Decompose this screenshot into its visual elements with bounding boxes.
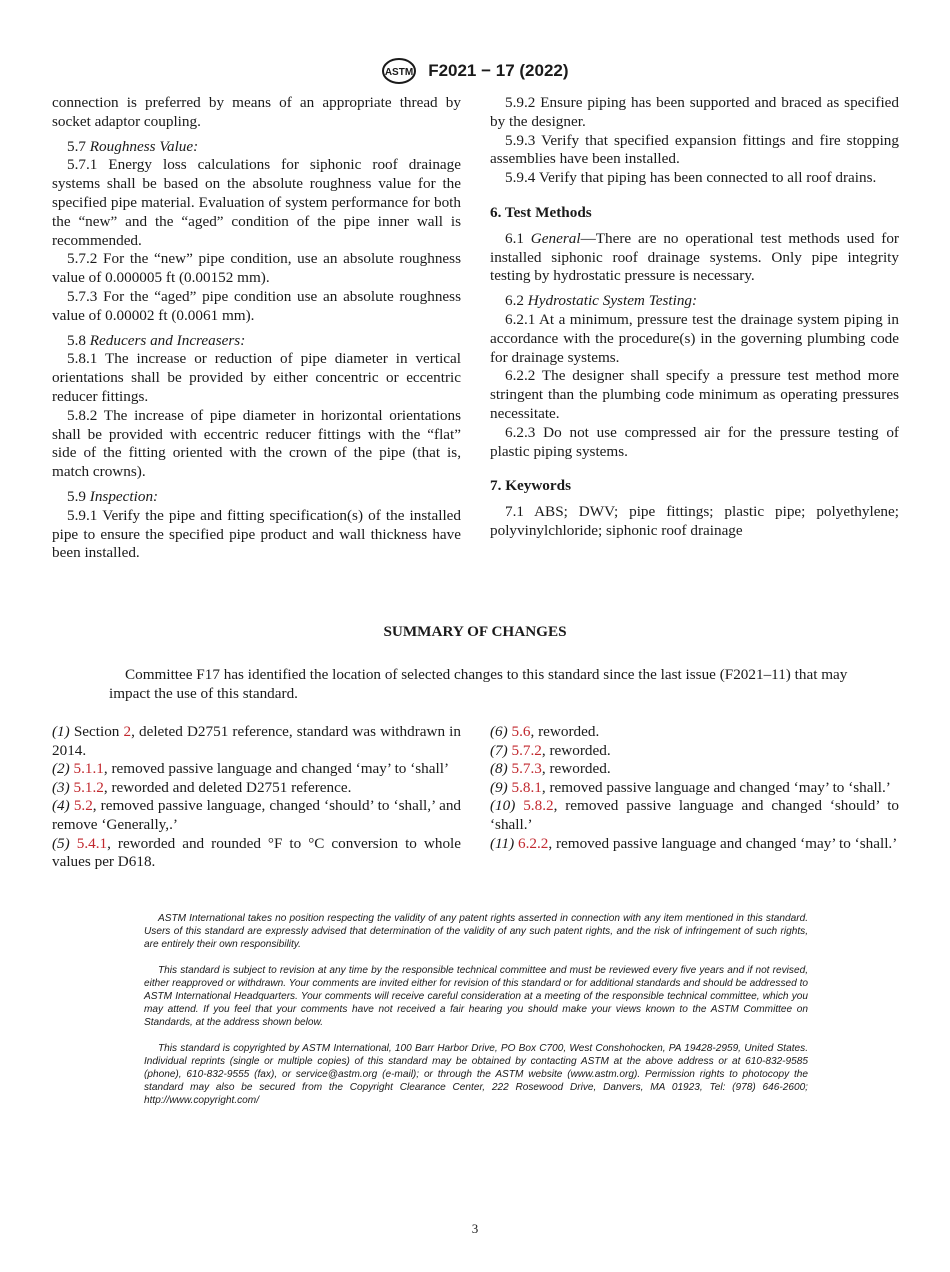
- section-heading-test-methods: 6. Test Methods: [490, 203, 592, 221]
- paragraph: 6.2.3 Do not use compressed air for the pressure testing of plastic piping systems.: [490, 423, 899, 460]
- section-heading-keywords: 7. Keywords: [490, 477, 571, 495]
- section-link[interactable]: 5.1.2: [73, 778, 104, 796]
- section-heading: 5.7 Roughness Value:: [67, 137, 199, 155]
- paragraph: 5.9.1 Verify the pipe and fitting specification(s) of the installed pipe to ensure the specified pipe product and wall thickness have been installed.: [52, 506, 461, 562]
- section-link[interactable]: 6.2.2: [517, 834, 549, 852]
- section-link[interactable]: 5.4.1: [76, 834, 108, 852]
- change-item: (4) 5.2, removed passive language, changed ‘should’ to ‘shall,’ and remove ‘Generally,.’: [52, 797, 462, 833]
- change-item: (10) 5.8.2, removed passive language and changed ‘should’ to ‘shall.’: [490, 797, 900, 833]
- left-column: [52, 94, 461, 563]
- paragraph: connection is preferred by means of an appropriate thread by socket adaptor coupling.: [52, 94, 461, 130]
- summary-title: SUMMARY OF CHANGES: [383, 623, 567, 640]
- paragraph: 5.8.2 The increase of pipe diameter in horizontal orientations shall be provided with eccentric reducer fittings with the “flat” side of the fitting oriented with the crown of the pipe (that is, match crowns).: [52, 406, 461, 481]
- paragraph: 7.1 ABS; DWV; pipe fittings; plastic pipe; polyethylene; polyvinylchloride; siphonic roof drainage: [490, 503, 899, 539]
- right-column: [490, 94, 899, 541]
- copyright-notice: This standard is copyrighted by ASTM International, 100 Barr Harbor Drive, PO Box C700, West Conshohocken, PA 19428-2959, United States. Individual reprints (single or multiple copies) of this standard may be obtained by contacting ASTM at the above address or at 610-832-9585 (phone), 610-832-9555 (fax), or service@astm.org (e-mail); or through the ASTM website (www.astm.org). Permission rights to photocopy the standard may also be secured from the Copyright Clearance Center, 222 Rosewood Drive, Danvers, MA 01923, Tel: (978) 646-2600; http://www.copyright.com/: [144, 1043, 808, 1106]
- change-item: (7) 5.7.2, reworded.: [490, 741, 611, 759]
- page-header: [0, 57, 950, 85]
- astm-logo-icon: [381, 57, 417, 85]
- section-heading: 5.9 Inspection:: [67, 487, 159, 505]
- changes-list-left: [52, 723, 461, 872]
- summary-intro: Committee F17 has identified the location of selected changes to this standard since the last issue (F2021–11) that may impact the use of this standard.: [109, 666, 848, 702]
- section-link[interactable]: 5.7.2: [511, 741, 542, 759]
- section-link[interactable]: 5.8.2: [523, 797, 554, 815]
- svg-text:ASTM: ASTM: [385, 67, 414, 78]
- paragraph: 5.7.1 Energy loss calculations for siphonic roof drainage systems shall be based on the absolute roughness value for the specified pipe material. Evaluation of system performance for both the “new” and the “aged” condition of the pipe inner wall is recommended.: [52, 156, 461, 249]
- legal-notices: [144, 913, 808, 1121]
- paragraph: 5.9.2 Ensure piping has been supported and braced as specified by the designer.: [490, 94, 899, 130]
- standard-designation: F2021 − 17 (2022): [428, 61, 569, 80]
- change-item: (8) 5.7.3, reworded.: [490, 760, 611, 778]
- change-item: (2) 5.1.1, removed passive language and changed ‘may’ to ‘shall’: [52, 760, 449, 778]
- section-link[interactable]: 5.6: [511, 723, 531, 740]
- change-item: (11) 6.2.2, removed passive language and changed ‘may’ to ‘shall.’: [490, 834, 898, 852]
- paragraph: 5.9.3 Verify that specified expansion fittings and fire stopping assemblies have been installed.: [490, 131, 899, 168]
- section-link[interactable]: 5.1.1: [73, 760, 104, 778]
- paragraph: 5.7.2 For the “new” pipe condition, use an absolute roughness value of 0.000005 ft (0.00152 mm).: [52, 250, 461, 287]
- paragraph: 6.1 General—There are no operational test methods used for installed siphonic roof drainage systems. Only pipe integrity testing by hydrostatic pressure is necessary.: [490, 229, 899, 285]
- change-item: (3) 5.1.2, reworded and deleted D2751 reference.: [52, 778, 352, 796]
- paragraph: 6.2.2 The designer shall specify a pressure test method more stringent than the plumbing code minimum as operating pressures necessitate.: [490, 367, 899, 422]
- changes-list-right: [490, 723, 899, 853]
- section-link[interactable]: 5.7.3: [511, 760, 542, 778]
- section-heading: 5.8 Reducers and Increasers:: [67, 331, 246, 349]
- section-link[interactable]: 2: [123, 723, 132, 740]
- patent-notice: ASTM International takes no position respecting the validity of any patent rights asserted in connection with any item mentioned in this standard. Users of this standard are expressly advised that determination of the validity of any such patent rights, and the risk of infringement of such rights, are entirely their own responsibility.: [144, 913, 808, 950]
- section-link[interactable]: 5.8.1: [511, 778, 542, 796]
- change-item: (1) Section 2, deleted D2751 reference, standard was withdrawn in 2014.: [52, 723, 461, 759]
- section-heading: 6.2 Hydrostatic System Testing:: [505, 292, 698, 310]
- page-number: 3: [471, 1221, 479, 1236]
- change-item: (6) 5.6, reworded.: [490, 723, 600, 740]
- section-link[interactable]: 5.2: [73, 797, 93, 815]
- paragraph: 6.2.1 At a minimum, pressure test the drainage system piping in accordance with the procedure(s) in the governing plumbing code for drainage systems.: [490, 310, 899, 366]
- paragraph: 5.7.3 For the “aged” pipe condition use an absolute roughness value of 0.00002 ft (0.0061 mm).: [52, 287, 461, 324]
- revision-notice: This standard is subject to revision at any time by the responsible technical committee and must be reviewed every five years and if not revised, either reapproved or withdrawn. Your comments are invited either for revision of this standard or for additional standards and should be addressed to ASTM International Headquarters. Your comments will receive careful consideration at a meeting of the responsible technical committee, which you may attend. If you feel that your comments have not received a fair hearing you should make your views known to the ASTM Committee on Standards, at the address shown below.: [144, 965, 808, 1028]
- change-item: (9) 5.8.1, removed passive language and changed ‘may’ to ‘shall.’: [490, 778, 891, 796]
- paragraph: 5.8.1 The increase or reduction of pipe diameter in vertical orientations shall be provided by either concentric or eccentric reducer fittings.: [52, 350, 461, 405]
- change-item: (5) 5.4.1, reworded and rounded °F to °C conversion to whole values per D618.: [52, 834, 461, 871]
- paragraph: 5.9.4 Verify that piping has been connected to all roof drains.: [505, 169, 877, 187]
